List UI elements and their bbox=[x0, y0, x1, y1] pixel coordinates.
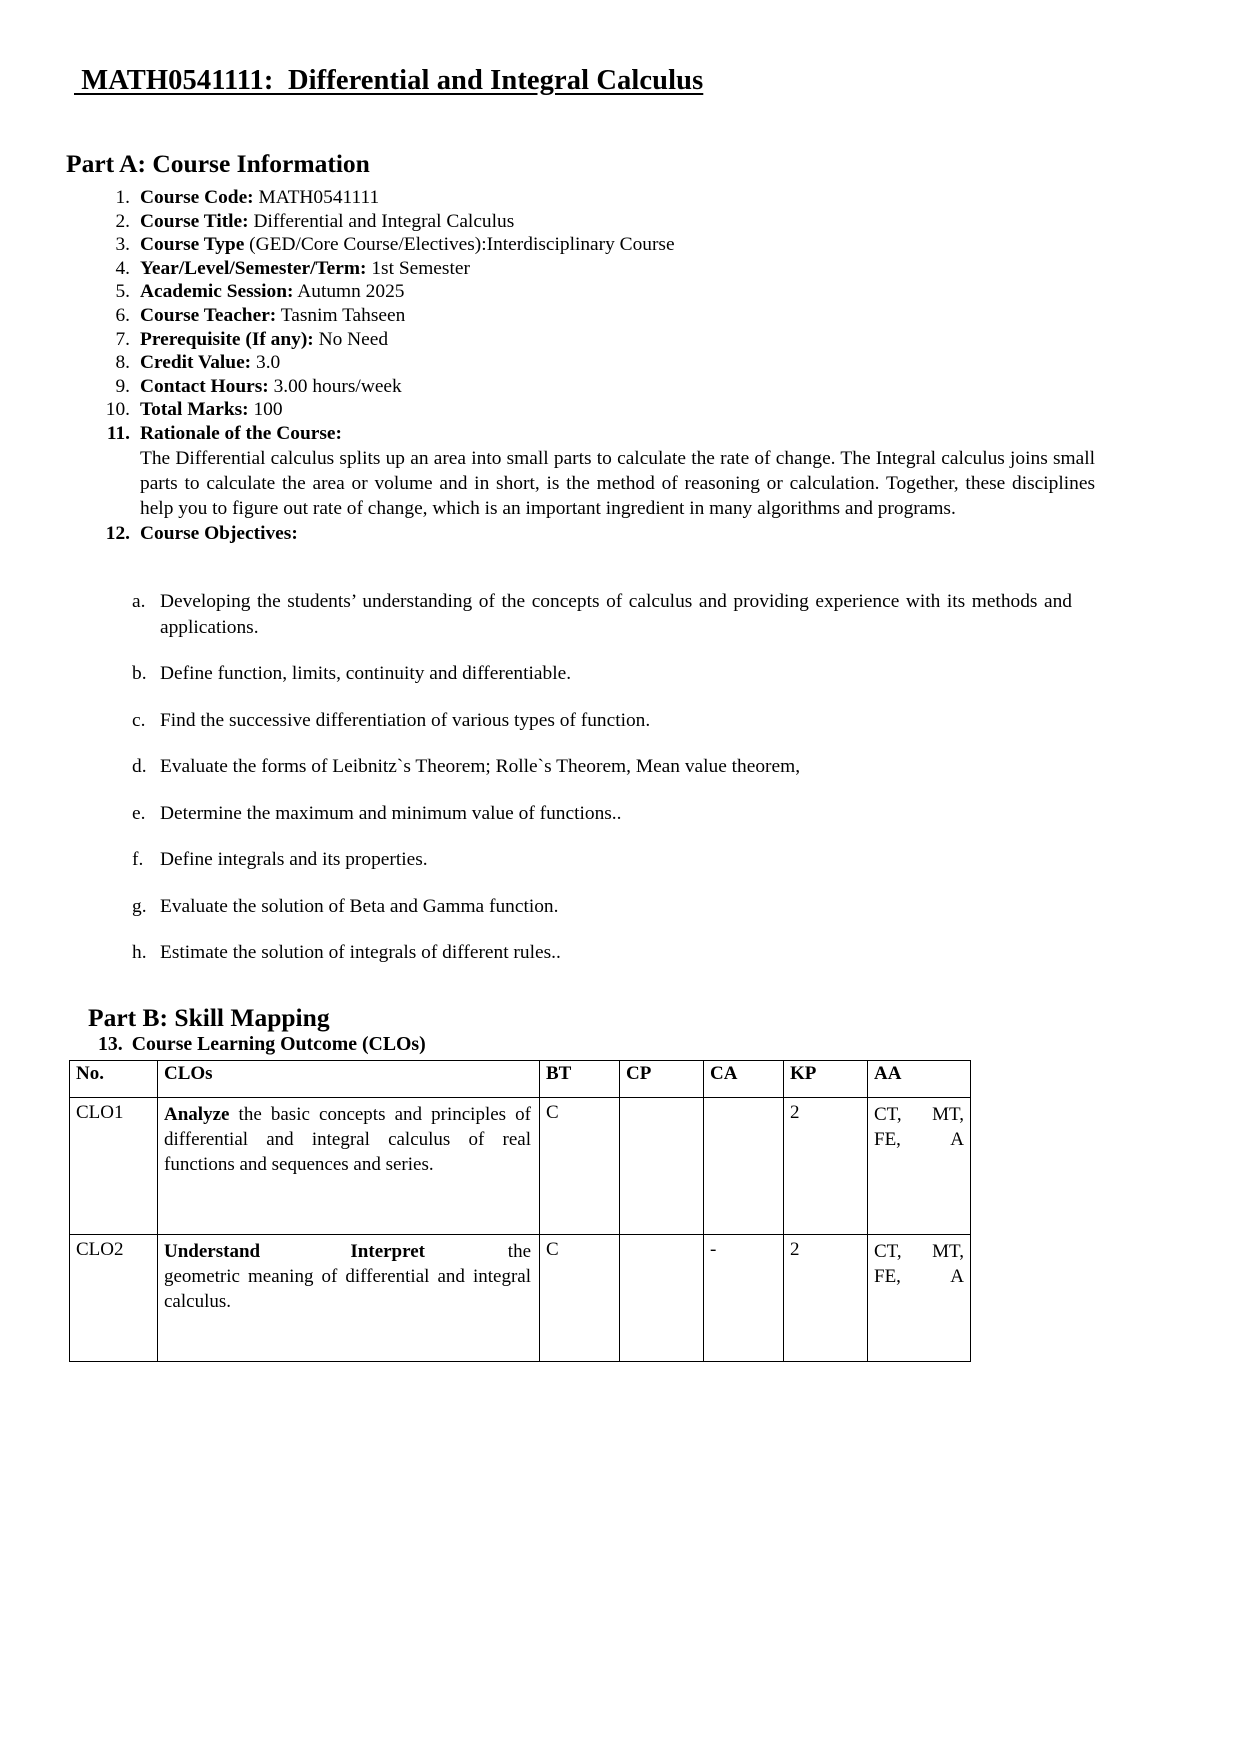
list-marker: 6. bbox=[115, 304, 130, 326]
clo-section-heading bbox=[98, 1033, 426, 1056]
cell-kp: 2 bbox=[784, 1235, 868, 1362]
column-header-clos: CLOs bbox=[158, 1061, 540, 1098]
part-b-heading: Part B: Skill Mapping bbox=[88, 1003, 330, 1033]
cell-clo-id: CLO1 bbox=[70, 1098, 158, 1235]
field-label: Year/Level/Semester/Term: bbox=[140, 257, 367, 279]
list-item-contact-hours bbox=[96, 375, 1096, 399]
objective-item bbox=[132, 754, 1072, 780]
list-item-year-level-semester bbox=[96, 257, 1096, 281]
field-value: Differential and Integral Calculus bbox=[248, 210, 515, 232]
field-value: No Need bbox=[313, 328, 389, 350]
list-item-rationale bbox=[96, 422, 1096, 522]
column-header-bt: BT bbox=[540, 1061, 620, 1098]
field-value: (GED/Core Course/Electives):Interdisciplinary Course bbox=[244, 234, 675, 256]
objective-item bbox=[132, 589, 1072, 640]
objective-text: Evaluate the forms of Leibnitz`s Theorem; Rolle`s Theorem, Mean value theorem, bbox=[160, 756, 801, 777]
list-marker: 9. bbox=[115, 375, 130, 397]
field-value: 3.00 hours/week bbox=[268, 375, 402, 397]
objective-text: Determine the maximum and minimum value of functions.. bbox=[160, 802, 622, 824]
cell-aa-text: CT, MT, FE, A bbox=[874, 1241, 964, 1287]
clo-section-number: 13. bbox=[98, 1033, 123, 1055]
field-value: Autumn 2025 bbox=[293, 281, 405, 303]
field-label: Total Marks: bbox=[140, 399, 249, 421]
objective-marker: e. bbox=[132, 802, 146, 824]
page-title: MATH0541111: Differential and Integral Calculus bbox=[74, 65, 704, 96]
cell-clo-id: CLO2 bbox=[70, 1235, 158, 1362]
cell-clo-description bbox=[158, 1098, 540, 1235]
field-value: Tasnim Tahseen bbox=[276, 304, 406, 326]
objective-text: Evaluate the solution of Beta and Gamma function. bbox=[160, 895, 559, 917]
cell-ca bbox=[704, 1098, 784, 1235]
course-objectives-list bbox=[132, 589, 1072, 987]
table-header-row bbox=[70, 1061, 971, 1098]
cell-bt: C bbox=[540, 1098, 620, 1235]
objective-item bbox=[132, 847, 1072, 873]
cell-kp: 2 bbox=[784, 1098, 868, 1235]
clo-section-label: Course Learning Outcome (CLOs) bbox=[131, 1033, 426, 1055]
field-label: Prerequisite (If any): bbox=[140, 328, 314, 350]
column-header-ca: CA bbox=[704, 1061, 784, 1098]
field-label: Course Teacher: bbox=[140, 304, 277, 326]
list-item-course-code bbox=[96, 186, 1096, 210]
cell-clo-description bbox=[158, 1235, 540, 1362]
field-value: MATH0541111 bbox=[253, 187, 380, 208]
list-marker: 11. bbox=[106, 422, 130, 444]
rationale-paragraph: The Differential calculus splits up an area into small parts to calculate the rate of change. The Integral calculus joins small parts to calculate the area or volume and in short, is the method of reasoning or calculation. Together, these disciplines help you to figure out rate of change, which is an important ingredient in many algorithms and programs. bbox=[140, 447, 1095, 520]
list-marker: 4. bbox=[115, 257, 130, 279]
clo-table bbox=[69, 1060, 971, 1362]
column-header-cp: CP bbox=[620, 1061, 704, 1098]
cell-cp bbox=[620, 1235, 704, 1362]
cell-cp bbox=[620, 1098, 704, 1235]
list-marker: 5. bbox=[115, 281, 130, 303]
objective-item bbox=[132, 894, 1072, 920]
list-item-credit-value bbox=[96, 351, 1096, 375]
objective-item bbox=[132, 661, 1072, 687]
field-label: Course Code: bbox=[140, 187, 254, 208]
list-item-academic-session bbox=[96, 280, 1096, 304]
objective-marker: b. bbox=[132, 663, 147, 684]
course-information-list bbox=[96, 186, 1096, 545]
objective-item bbox=[132, 708, 1072, 734]
field-value: 1st Semester bbox=[366, 257, 470, 279]
list-item-prerequisite bbox=[96, 328, 1096, 352]
field-label: Course Objectives: bbox=[140, 522, 298, 544]
field-label: Academic Session: bbox=[140, 281, 294, 303]
cell-aa-text: CT, MT, FE, A bbox=[874, 1104, 964, 1150]
objective-text: Define integrals and its properties. bbox=[160, 849, 428, 870]
clo-verb: Analyze bbox=[164, 1104, 230, 1125]
cell-ca: - bbox=[704, 1235, 784, 1362]
clo-description-text: the geometric meaning of differential and integral calculus. bbox=[164, 1241, 532, 1312]
list-marker: 7. bbox=[115, 328, 130, 350]
objective-marker: f. bbox=[132, 849, 144, 870]
objective-marker: a. bbox=[132, 591, 146, 612]
objective-text: Developing the students’ understanding of the concepts of calculus and providing experience with its methods and applications. bbox=[160, 591, 1072, 638]
list-marker: 3. bbox=[115, 234, 130, 256]
clo-description-text: the basic concepts and principles of differential and integral calculus of real functions and sequences and series. bbox=[164, 1104, 531, 1175]
objective-marker: g. bbox=[132, 895, 147, 917]
clo-verb-secondary: Interpret bbox=[350, 1241, 425, 1262]
field-label: Credit Value: bbox=[140, 352, 252, 374]
field-label: Contact Hours: bbox=[140, 375, 269, 397]
column-header-no: No. bbox=[70, 1061, 158, 1098]
list-marker: 1. bbox=[115, 187, 130, 208]
objective-marker: h. bbox=[132, 942, 147, 963]
cell-aa bbox=[868, 1098, 971, 1235]
list-item-course-type bbox=[96, 233, 1096, 257]
cell-bt: C bbox=[540, 1235, 620, 1362]
list-item-total-marks bbox=[96, 398, 1096, 422]
field-label: Course Type bbox=[140, 234, 245, 256]
cell-aa bbox=[868, 1235, 971, 1362]
list-marker: 8. bbox=[115, 352, 130, 374]
list-item-course-objectives bbox=[96, 522, 1096, 546]
objective-item bbox=[132, 940, 1072, 966]
objective-item bbox=[132, 801, 1072, 827]
list-marker: 2. bbox=[115, 210, 130, 232]
part-a-heading: Part A: Course Information bbox=[66, 149, 370, 179]
list-marker: 10. bbox=[105, 399, 130, 421]
table-row bbox=[70, 1235, 971, 1362]
column-header-aa: AA bbox=[868, 1061, 971, 1098]
objective-marker: c. bbox=[132, 709, 146, 731]
field-value: 100 bbox=[248, 399, 283, 421]
objective-text: Estimate the solution of integrals of different rules.. bbox=[160, 942, 561, 963]
objective-text: Find the successive differentiation of various types of function. bbox=[160, 709, 651, 731]
clo-verb: Understand bbox=[164, 1241, 261, 1262]
list-item-course-title bbox=[96, 210, 1096, 234]
objective-marker: d. bbox=[132, 756, 147, 777]
field-label: Course Title: bbox=[140, 210, 249, 232]
objective-text: Define function, limits, continuity and differentiable. bbox=[160, 663, 572, 684]
field-label: Rationale of the Course: bbox=[140, 422, 342, 444]
list-item-course-teacher bbox=[96, 304, 1096, 328]
field-value: 3.0 bbox=[251, 352, 281, 374]
list-marker: 12. bbox=[105, 522, 130, 544]
column-header-kp: KP bbox=[784, 1061, 868, 1098]
table-row bbox=[70, 1098, 971, 1235]
